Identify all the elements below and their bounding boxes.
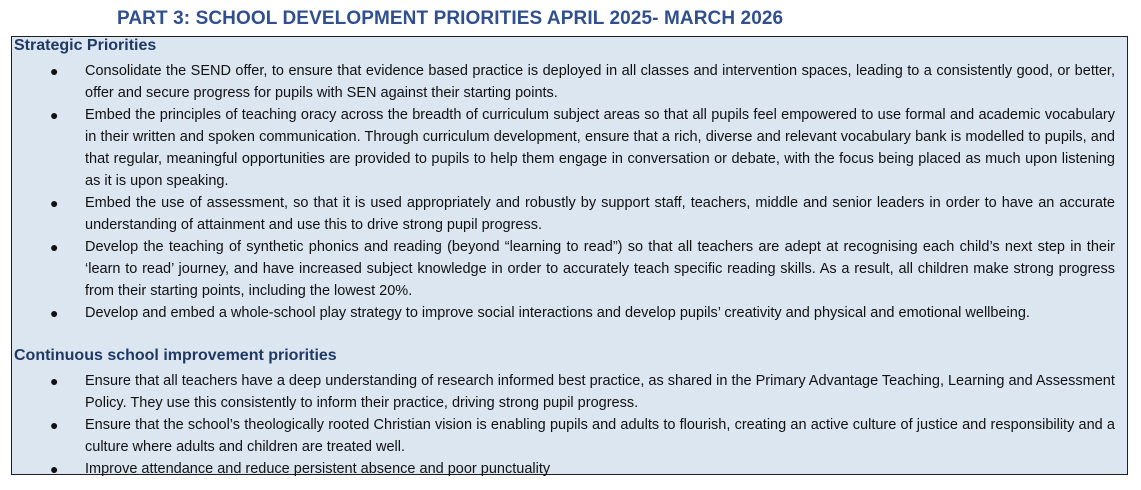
list-item-text: Develop the teaching of synthetic phonics and reading (beyond “learning to read”) so that all teachers are adept at recognising each child’s next step in their ‘learn to read’ journey, and have increased subject knowledge in order to accurately teach specific reading skills. As a result, all children make strong progress from their starting points, including the lowest 20%. (85, 239, 1115, 299)
continuous-priorities-list (12, 370, 1127, 480)
list-item (12, 414, 1127, 458)
list-item (12, 60, 1127, 104)
list-item-text: Develop and embed a whole-school play strategy to improve social interactions and develop pupils’ creativity and physical and emotional wellbeing. (85, 305, 1030, 321)
list-item (12, 458, 1127, 480)
list-item-text: Embed the principles of teaching oracy across the breadth of curriculum subject areas so that all pupils feel empowered to use formal and academic vocabulary in their written and spoken communication. Through curriculum development, ensure that a rich, diverse and relevant vocabulary bank is modelled to pupils, and that regular, meaningful opportunities are provided to pupils to help them engage in conversation or debate, with the focus being placed as much upon listening as it is upon speaking. (85, 107, 1115, 189)
list-item-text: Ensure that all teachers have a deep understanding of research informed best practice, as shared in the Primary Advantage Teaching, Learning and Assessment Policy. They use this consistently to inform their practice, driving strong pupil progress. (85, 373, 1115, 411)
page-title: PART 3: SCHOOL DEVELOPMENT PRIORITIES APRIL 2025- MARCH 2026 (117, 8, 784, 29)
list-item (12, 302, 1127, 324)
bullet-icon: ● (50, 107, 59, 123)
bullet-icon: ● (50, 417, 59, 433)
list-item (12, 370, 1127, 414)
bullet-icon: ● (50, 373, 59, 389)
list-item (12, 104, 1127, 192)
bullet-icon: ● (50, 461, 59, 477)
section-heading-continuous: Continuous school improvement priorities (14, 347, 337, 364)
list-item-text: Embed the use of assessment, so that it is used appropriately and robustly by support staff, teachers, middle and senior leaders in order to have an accurate understanding of attainment and use this to drive strong pupil progress. (85, 195, 1115, 233)
bullet-icon: ● (50, 305, 59, 321)
list-item (12, 236, 1127, 302)
list-item-text: Improve attendance and reduce persistent absence and poor punctuality (85, 461, 551, 477)
strategic-priorities-list (12, 60, 1127, 324)
list-item-text: Consolidate the SEND offer, to ensure that evidence based practice is deployed in all classes and intervention spaces, leading to a consistently good, or better, offer and secure progress for pupils with SEN against their starting points. (85, 63, 1115, 101)
section-heading-strategic: Strategic Priorities (14, 37, 157, 54)
bullet-icon: ● (50, 195, 59, 211)
priorities-panel (11, 36, 1128, 475)
list-item (12, 192, 1127, 236)
bullet-icon: ● (50, 239, 59, 255)
list-item-text: Ensure that the school’s theologically rooted Christian vision is enabling pupils and adults to flourish, creating an active culture of justice and responsibility and a culture where adults and children are treated well. (85, 417, 1115, 455)
bullet-icon: ● (50, 63, 59, 79)
